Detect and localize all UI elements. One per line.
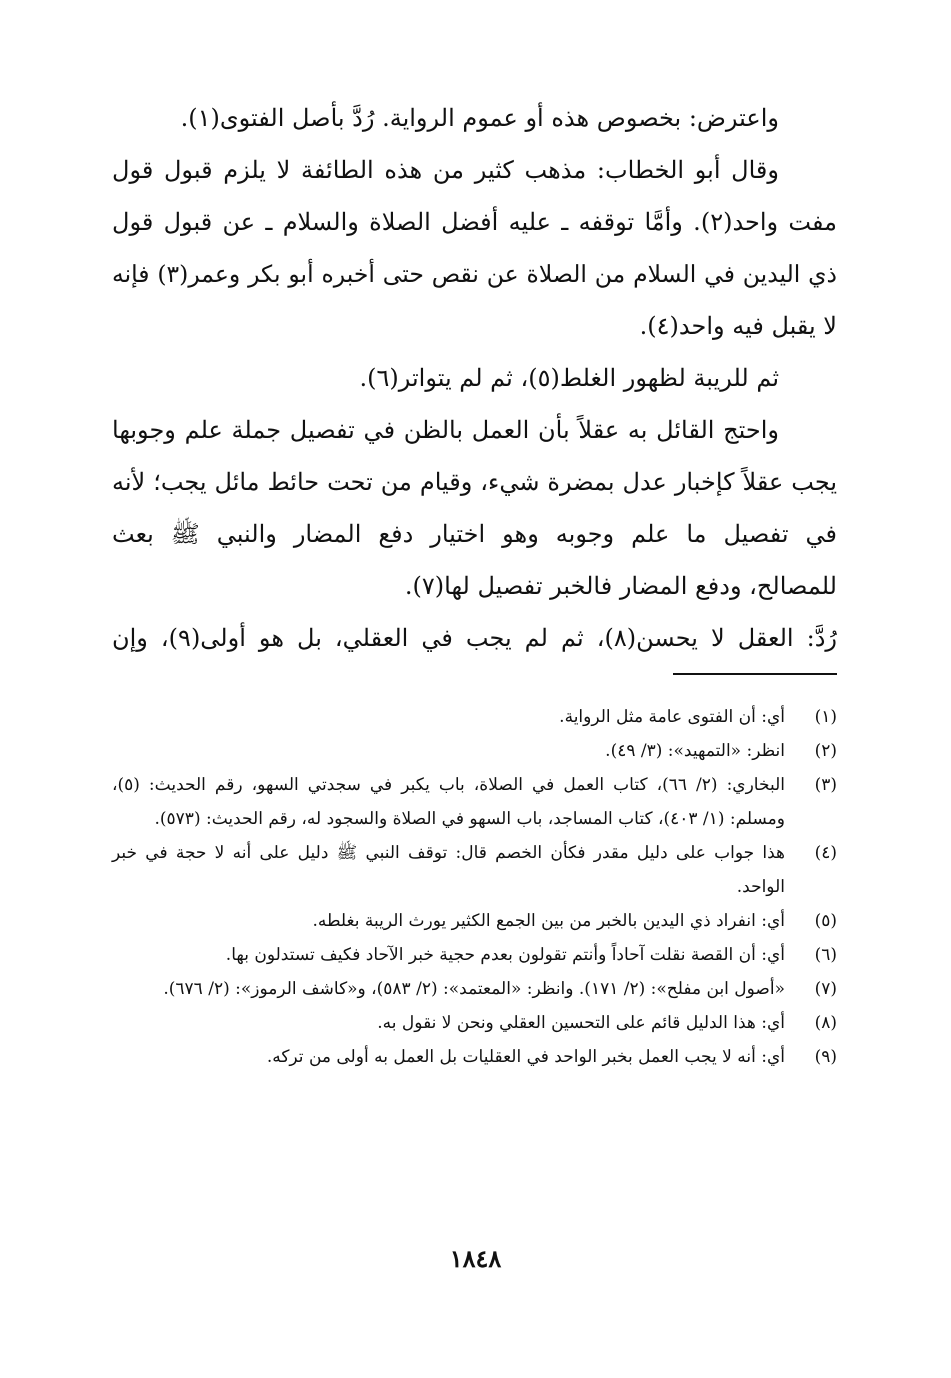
footnote-number: (٦)	[814, 945, 837, 965]
text-line: ذي اليدين في السلام من الصلاة عن نقص حتى أخبره أبو بكر وعمر(٣) فإنه	[112, 260, 837, 288]
footnotes	[112, 700, 837, 1074]
footnote-separator	[673, 673, 837, 675]
footnote	[112, 938, 837, 972]
page-number: ١٨٤٨	[449, 1244, 502, 1273]
footnote-number: (٨)	[814, 1013, 837, 1033]
footnote-number: (٧)	[814, 979, 837, 999]
footnote-text: «أصول ابن مفلح»: (٢/ ١٧١). وانظر: «المعتمد»: (٢/ ٥٨٣)، و«كاشف الرموز»: (٢/ ٦٧٦).	[163, 979, 785, 999]
text-line: واحتج القائل به عقلاً بأن العمل بالظن في تفصيل جملة علم وجوبها	[112, 416, 779, 444]
footnote	[112, 836, 837, 904]
footnote	[112, 734, 837, 768]
footnote-text: أي: أن الفتوى عامة مثل الرواية.	[559, 707, 785, 727]
text-line: رُدَّ: العقل لا يحسن(٨)، ثم لم يجب في العقلي، بل هو أولى(٩)، وإن	[112, 624, 837, 652]
footnote-text: البخاري: (٢/ ٦٦)، كتاب العمل في الصلاة، باب يكبر في سجدتي السهو، رقم الحديث: (٥)، ومسلم: (١/ ٤٠٣)، كتاب المساجد، باب السهو في الصلاة والسجود له، رقم الحديث: (٥٧٣).	[112, 775, 785, 829]
text-line: ثم للريبة لظهور الغلط(٥)، ثم لم يتواتر(٦).	[359, 364, 779, 392]
main-text	[112, 92, 837, 664]
footnote	[112, 1040, 837, 1074]
text-line: للمصالح، ودفع المضار فالخبر تفصيل لها(٧).	[404, 572, 837, 600]
footnote-text: أي: أنه لا يجب العمل بخبر الواحد في العقليات بل العمل به أولى من تركه.	[266, 1047, 785, 1067]
footnote	[112, 700, 837, 734]
footnote-text: أي: هذا الدليل قائم على التحسين العقلي ونحن لا نقول به.	[377, 1013, 785, 1033]
footnote-number: (٥)	[814, 911, 837, 931]
text-line: وقال أبو الخطاب: مذهب كثير من هذه الطائفة لا يلزم قبول قول	[112, 156, 779, 184]
footnote	[112, 904, 837, 938]
footnote-number: (٢)	[814, 741, 837, 761]
text-line: في تفصيل ما علم وجوبه وهو اختيار دفع المضار والنبي ﷺ بعث	[112, 520, 837, 548]
footnote	[112, 1006, 837, 1040]
footnote-number: (٣)	[814, 775, 837, 795]
footnote-text: انظر: «التمهيد»: (٣/ ٤٩).	[605, 741, 785, 761]
text-line: واعترض: بخصوص هذه أو عموم الرواية. رُدَّ بأصل الفتوى(١).	[180, 104, 779, 132]
footnote	[112, 972, 837, 1006]
footnote-text: أي: انفراد ذي اليدين بالخبر من بين الجمع الكثير يورث الريبة بغلطه.	[312, 911, 785, 931]
footnote-text: هذا جواب على دليل مقدر فكأن الخصم قال: توقف النبي ﷺ دليل على أنه لا حجة في خبر الواحد.	[112, 843, 785, 897]
text-line: لا يقبل فيه واحد(٤).	[639, 312, 837, 340]
footnote-number: (٤)	[814, 843, 837, 863]
footnote-number: (٩)	[814, 1047, 837, 1067]
text-line: يجب عقلاً كإخبار عدل بمضرة شيء، وقيام من تحت حائط مائل يجب؛ لأنه	[112, 468, 837, 496]
footnote-text: أي: أن القصة نقلت آحاداً وأنتم تقولون بعدم حجية خبر الآحاد فكيف تستدلون بها.	[225, 945, 785, 965]
text-line: مفت واحد(٢). وأمَّا توقفه ـ عليه أفضل الصلاة والسلام ـ عن قبول قول	[112, 208, 837, 236]
footnote-number: (١)	[814, 707, 837, 727]
footnote	[112, 768, 837, 836]
